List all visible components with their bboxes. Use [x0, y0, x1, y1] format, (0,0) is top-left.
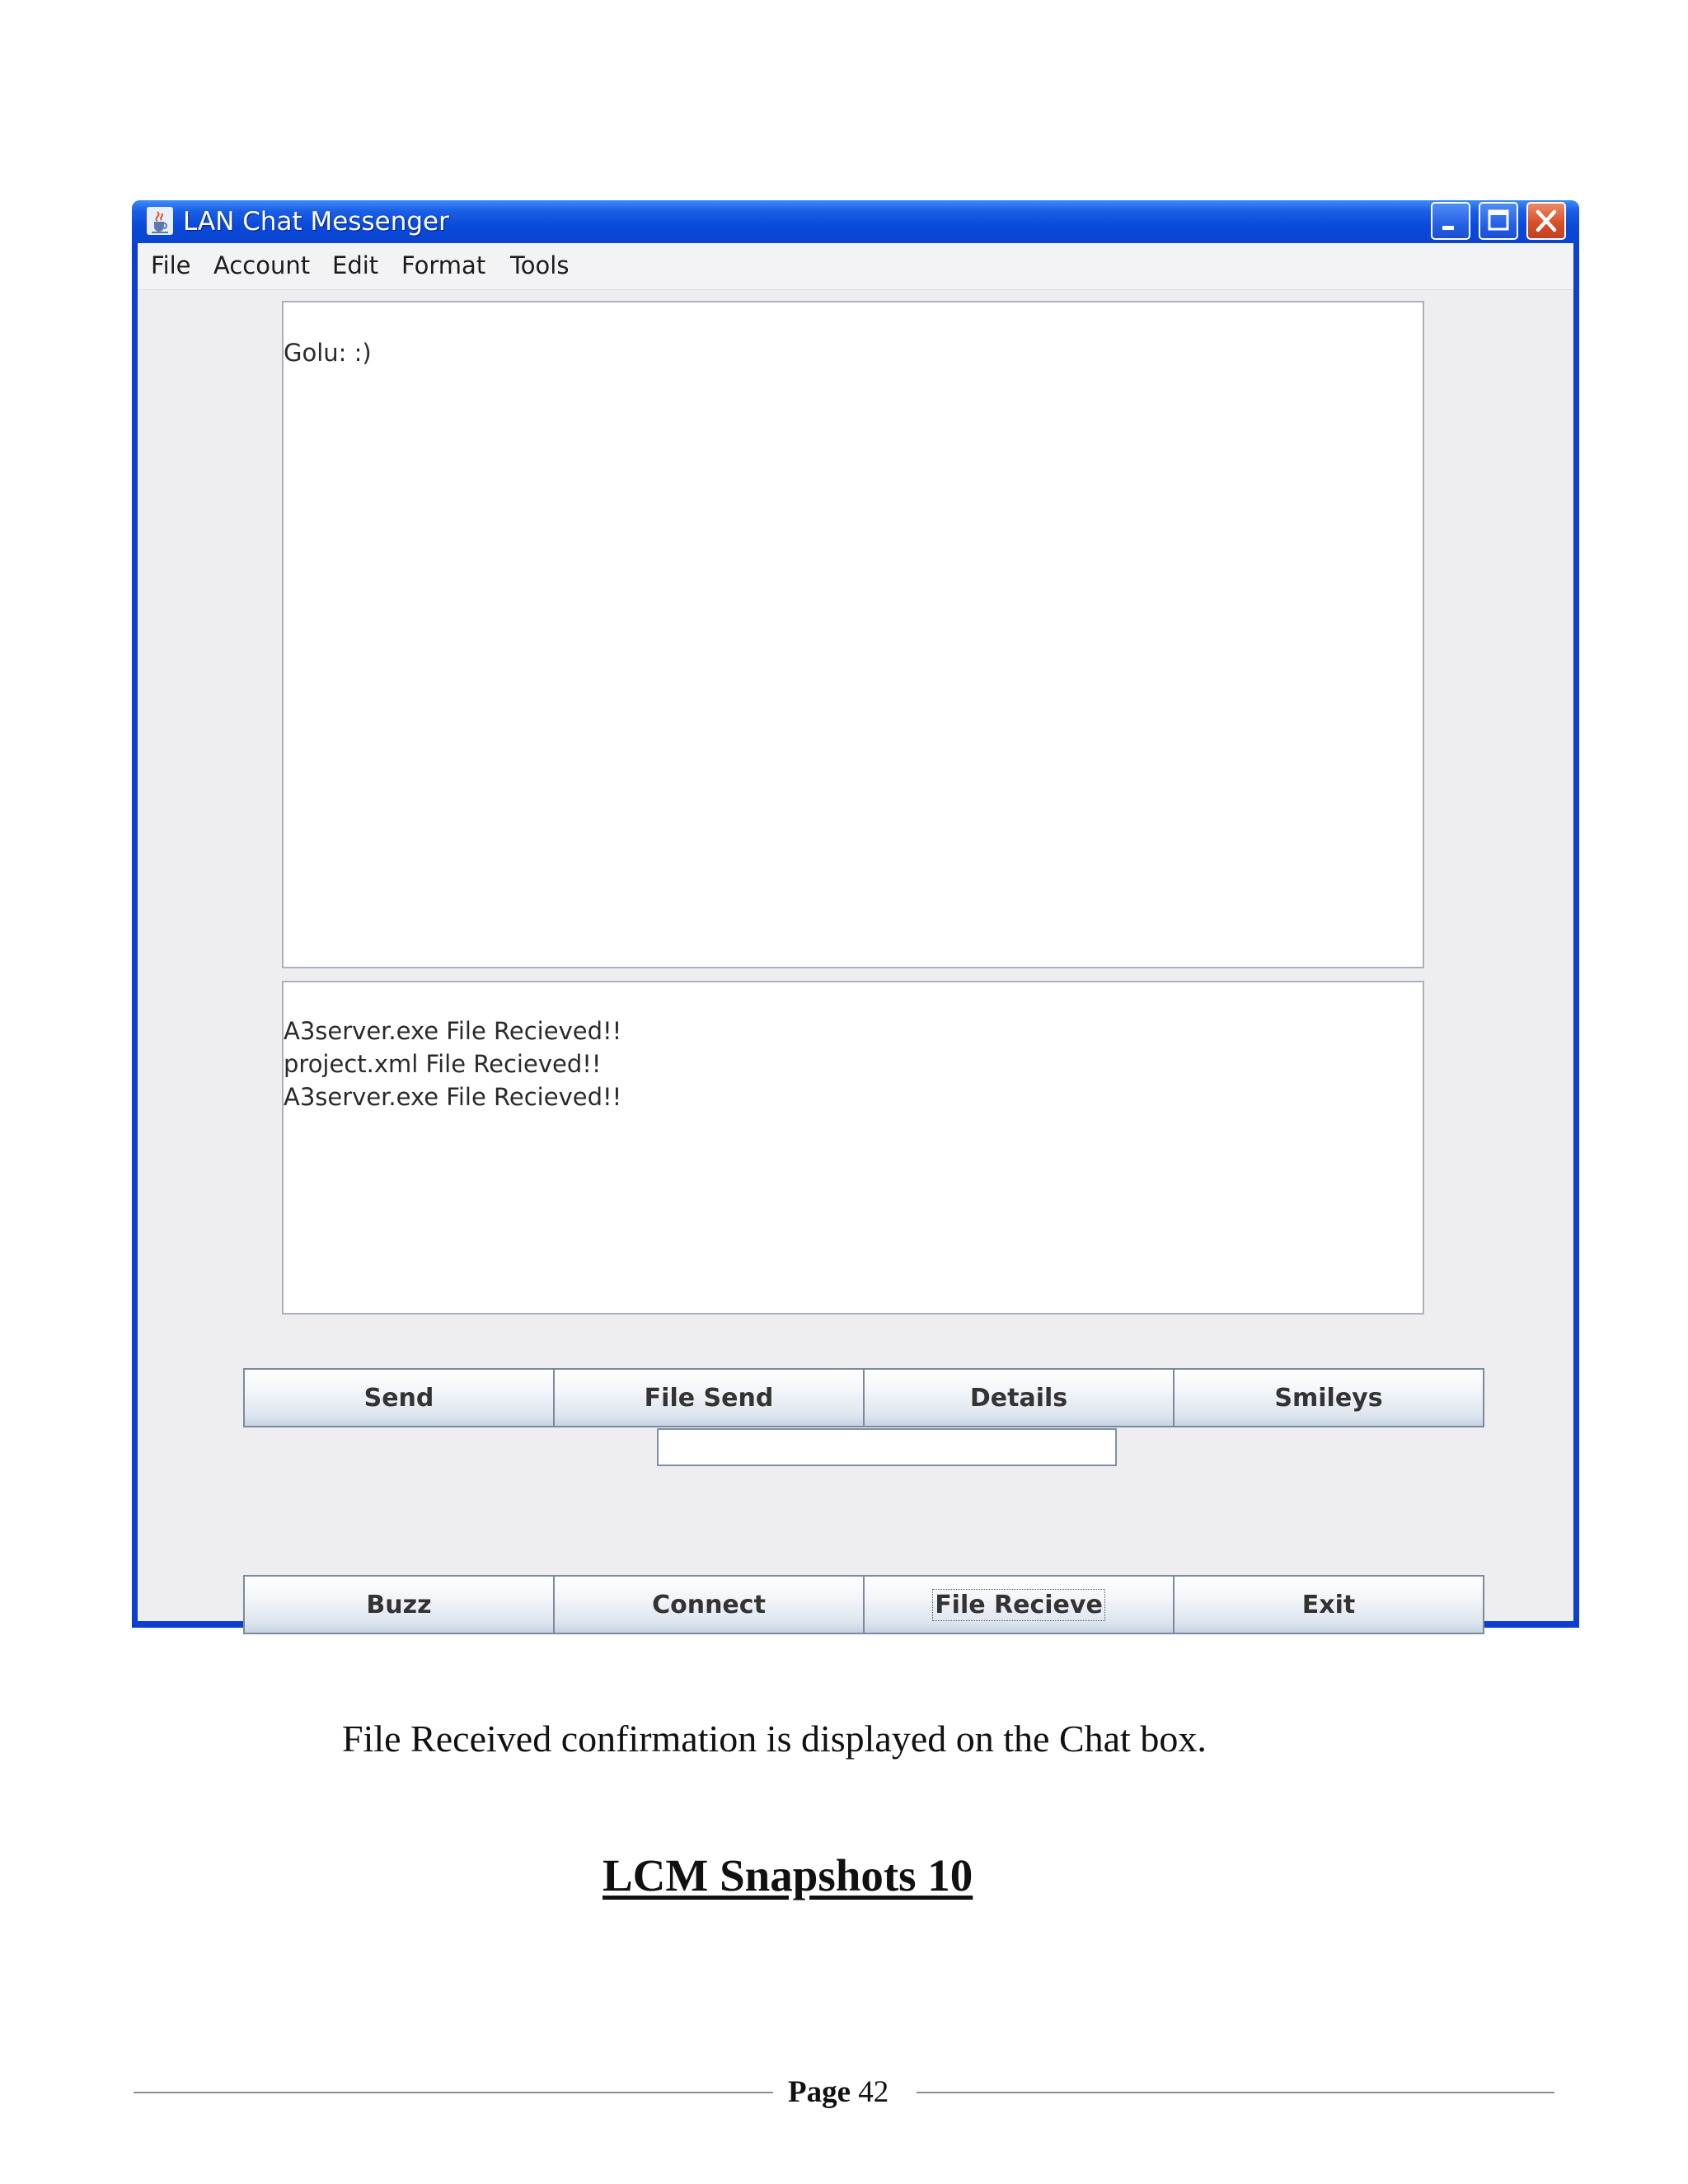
minimize-button[interactable] [1431, 202, 1470, 240]
log-line: A3server.exe File Recieved!! [284, 1083, 622, 1111]
menu-account[interactable]: Account [213, 251, 311, 279]
exit-button[interactable] [1173, 1575, 1484, 1634]
log-line: A3server.exe File Recieved!! [284, 1017, 622, 1045]
smileys-button-label: Smileys [1274, 1383, 1383, 1413]
file-send-button[interactable] [553, 1368, 865, 1427]
chat-display-area[interactable] [282, 301, 1424, 968]
details-button[interactable] [863, 1368, 1175, 1427]
message-input[interactable] [657, 1428, 1117, 1466]
window-title: LAN Chat Messenger [183, 207, 449, 237]
menu-bar [138, 243, 1573, 290]
message-log-area[interactable] [282, 981, 1424, 1315]
app-window [132, 200, 1579, 1628]
menu-format[interactable]: Format [401, 251, 486, 279]
footer-label: Page [788, 2075, 851, 2109]
send-button[interactable] [243, 1368, 555, 1427]
maximize-icon [1480, 204, 1517, 238]
footer-rule-right [917, 2092, 1554, 2093]
buzz-button-label: Buzz [366, 1590, 432, 1619]
close-button[interactable] [1526, 202, 1566, 240]
details-button-label: Details [969, 1383, 1068, 1413]
file-recieve-button[interactable] [863, 1575, 1175, 1634]
menu-edit[interactable]: Edit [332, 251, 379, 279]
menu-file[interactable]: File [151, 251, 191, 279]
smileys-button[interactable] [1173, 1368, 1484, 1427]
file-send-button-label: File Send [644, 1383, 774, 1413]
maximize-button[interactable] [1479, 202, 1518, 240]
close-icon [1528, 204, 1564, 238]
connect-button[interactable] [553, 1575, 865, 1634]
log-line: project.xml File Recieved!! [284, 1050, 602, 1078]
figure-caption: File Received confirmation is displayed on the Chat box. [342, 1718, 1207, 1760]
file-recieve-button-label: File Recieve [932, 1589, 1105, 1621]
minimize-icon [1432, 204, 1469, 238]
snapshot-heading: LCM Snapshots 10 [603, 1850, 973, 1900]
footer-rule-left [134, 2092, 773, 2093]
buzz-button[interactable] [243, 1575, 555, 1634]
page-footer [788, 2074, 889, 2110]
exit-button-label: Exit [1301, 1590, 1356, 1619]
window-client-area [138, 243, 1573, 1621]
connect-button-label: Connect [652, 1590, 766, 1619]
java-cup-icon [147, 207, 173, 235]
menu-tools[interactable]: Tools [510, 251, 570, 279]
title-bar[interactable] [132, 200, 1579, 243]
chat-line: Golu: :) [284, 339, 372, 367]
page-number: 42 [858, 2075, 889, 2109]
send-button-label: Send [363, 1383, 434, 1413]
